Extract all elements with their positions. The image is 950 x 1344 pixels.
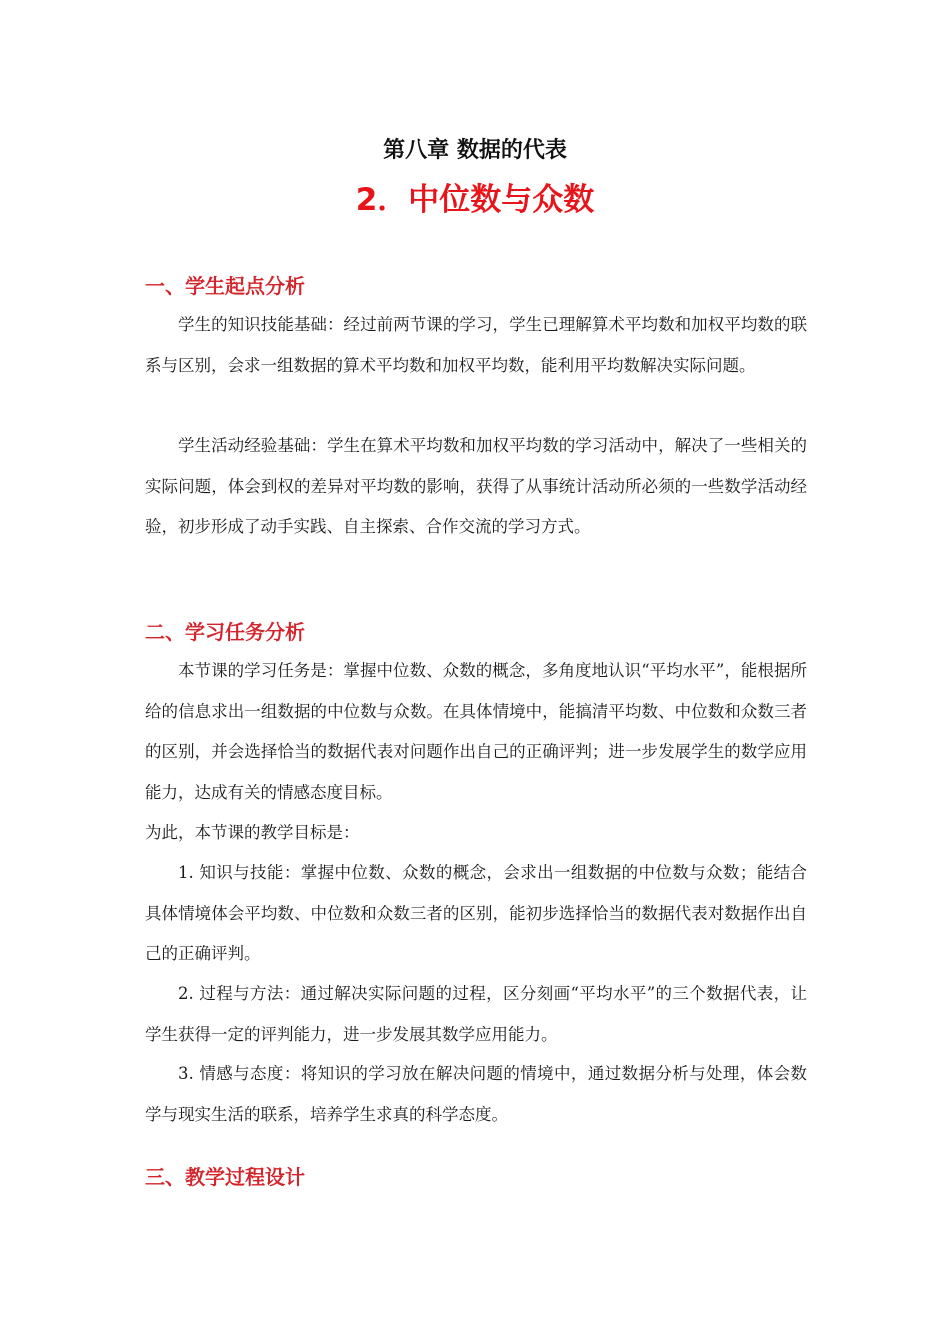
section-heading-task-analysis: 二、学习任务分析 [145, 620, 305, 644]
paragraph-goal-process-method: 2. 过程与方法：通过解决实际问题的过程，区分刻画“平均水平”的三个数据代表，让学生获得一定的评判能力，进一步发展其数学应用能力。 [145, 984, 807, 1044]
lesson-title: 2．中位数与众数 [355, 182, 595, 218]
paragraph-learning-task: 本节课的学习任务是：掌握中位数、众数的概念，多角度地认识“平均水平”，能根据所给的信息求出一组数据的中位数与众数。在具体情境中，能搞清平均数、中位数和众数三者的区别，并会选择恰当的数据代表对问题作出自己的正确评判；进一步发展学生的数学应用能力，达成有关的情感态度目标。 [145, 661, 807, 802]
paragraph-goal-emotion-attitude: 3. 情感与态度：将知识的学习放在解决问题的情境中，通过数据分析与处理，体会数学与现实生活的联系，培养学生求真的科学态度。 [145, 1064, 807, 1124]
section-heading-student-analysis: 一、学生起点分析 [145, 274, 305, 298]
paragraph-knowledge-basis: 学生的知识技能基础：经过前两节课的学习，学生已理解算术平均数和加权平均数的联系与区别，会求一组数据的算术平均数和加权平均数，能利用平均数解决实际问题。 [145, 315, 807, 375]
section-heading-teaching-process: 三、教学过程设计 [145, 1165, 305, 1189]
paragraph-activity-experience: 学生活动经验基础：学生在算术平均数和加权平均数的学习活动中，解决了一些相关的实际问题，体会到权的差异对平均数的影响，获得了从事统计活动所必须的一些数学活动经验，初步形成了动手实践、自主探索、合作交流的学习方式。 [145, 436, 807, 536]
chapter-title: 第八章 数据的代表 [383, 138, 567, 163]
paragraph-teaching-goal-intro: 为此，本节课的教学目标是： [145, 823, 360, 842]
paragraph-goal-knowledge-skills: 1. 知识与技能：掌握中位数、众数的概念，会求出一组数据的中位数与众数；能结合具体情境体会平均数、中位数和众数三者的区别，能初步选择恰当的数据代表对数据作出自己的正确评判。 [145, 863, 807, 963]
